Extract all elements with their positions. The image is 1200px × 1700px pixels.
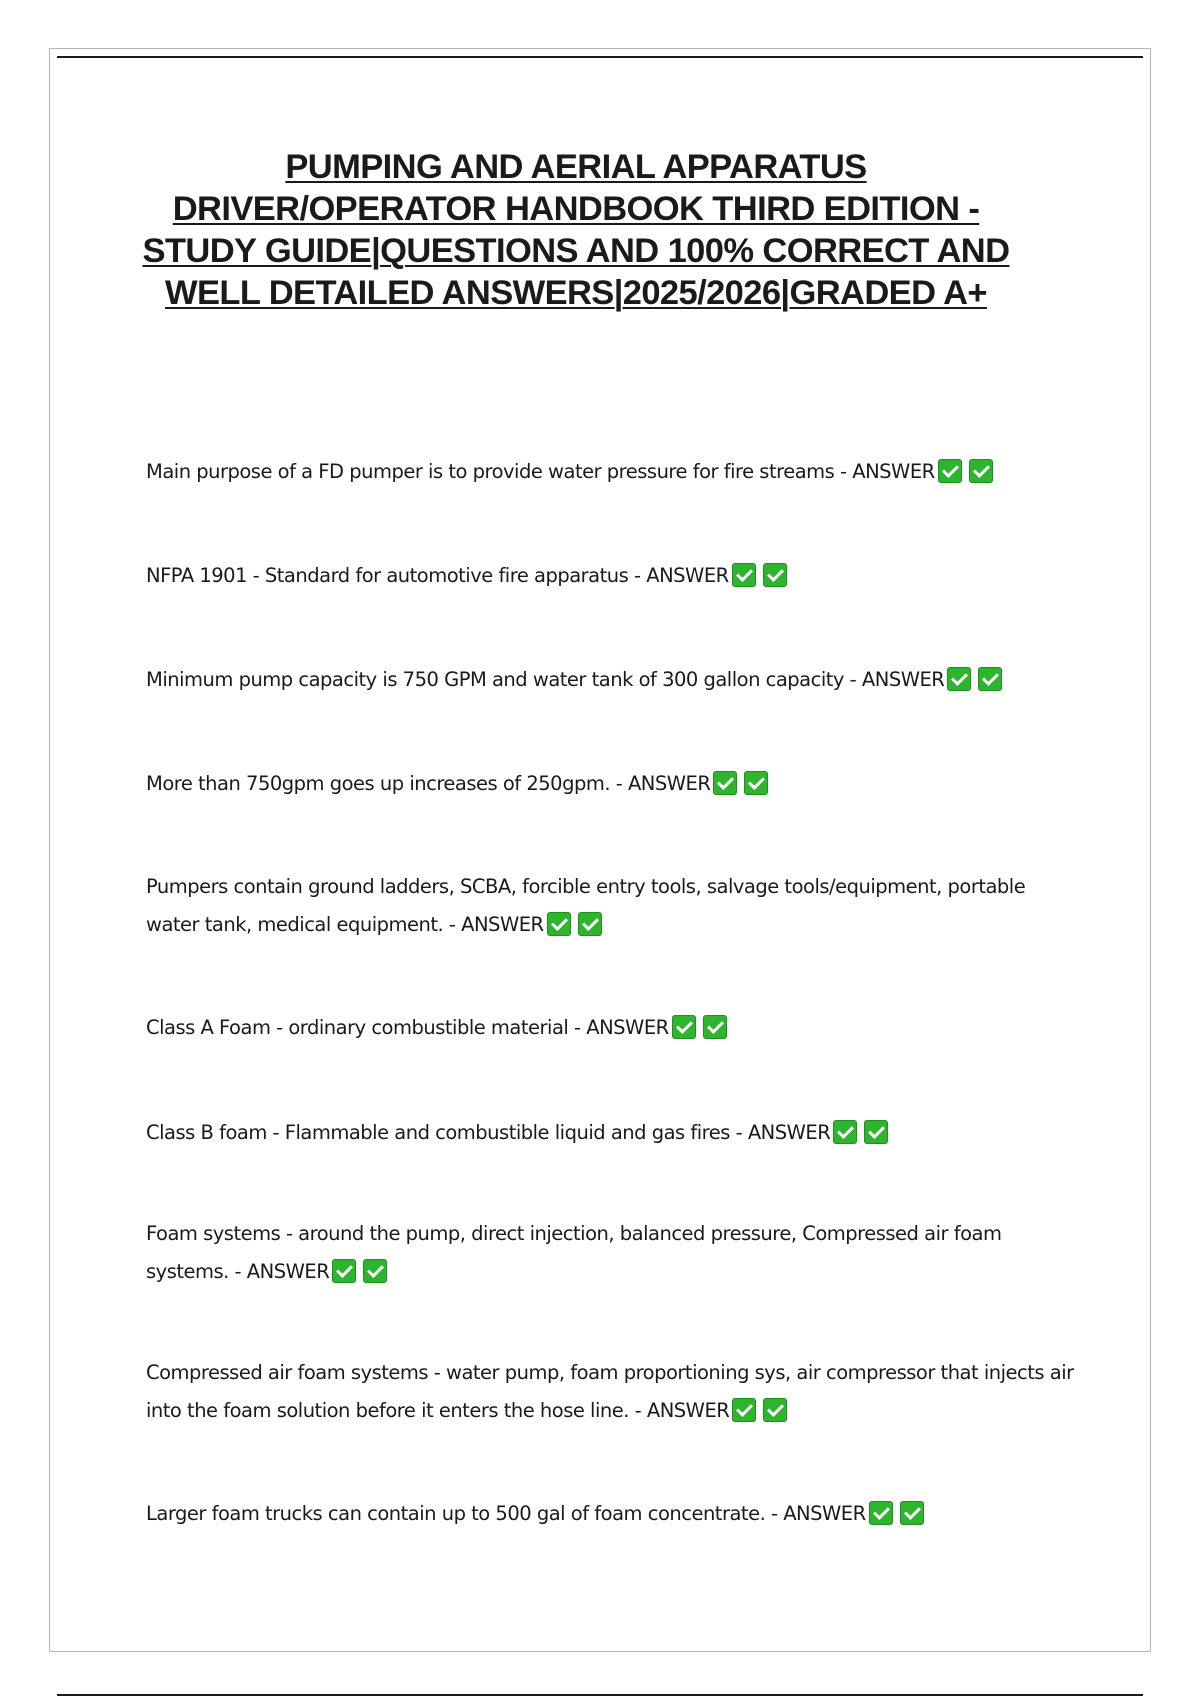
- qa-item-text: Pumpers contain ground ladders, SCBA, forcible entry tools, salvage tools/equipment, portable water tank, medical equipment. - ANSWER: [146, 875, 1026, 936]
- document-title: PUMPING AND AERIAL APPARATUS DRIVER/OPERATOR HANDBOOK THIRD EDITION - STUDY GUIDE|QUESTIONS AND 100% CORRECT AND WELL DETAILED ANSWERS|2025/2026|GRADED A+: [142, 148, 1010, 312]
- check-mark-icon: [732, 1398, 756, 1422]
- check-mark-icon: [833, 1120, 857, 1144]
- qa-item-text: Class A Foam - ordinary combustible material - ANSWER: [146, 1016, 669, 1039]
- qa-item-text: Compressed air foam systems - water pump, foam proportioning sys, air compressor that injects air into the foam solution before it enters the hose line. - ANSWER: [146, 1361, 1074, 1422]
- check-mark-icon: [864, 1120, 888, 1144]
- check-mark-icon: [900, 1501, 924, 1525]
- qa-item-text: Main purpose of a FD pumper is to provide water pressure for fire streams - ANSWER: [146, 460, 935, 483]
- bottom-rule: [57, 1694, 1143, 1696]
- check-mark-icon: [363, 1259, 387, 1283]
- qa-item-text: Minimum pump capacity is 750 GPM and water tank of 300 gallon capacity - ANSWER: [146, 668, 945, 691]
- top-rule: [57, 56, 1143, 58]
- check-mark-icon: [763, 1398, 787, 1422]
- check-mark-icon: [713, 771, 737, 795]
- qa-item-1: [146, 453, 1076, 491]
- check-mark-icon: [978, 667, 1002, 691]
- qa-item-10: [146, 1495, 1076, 1533]
- check-mark-icon: [703, 1015, 727, 1039]
- qa-item-9: [146, 1354, 1076, 1430]
- qa-item-text: More than 750gpm goes up increases of 250gpm. - ANSWER: [146, 772, 711, 795]
- check-mark-icon: [672, 1015, 696, 1039]
- check-mark-icon: [732, 563, 756, 587]
- check-mark-icon: [869, 1501, 893, 1525]
- check-mark-icon: [938, 459, 962, 483]
- qa-item-3: [146, 661, 1076, 699]
- qa-item-7: [146, 1114, 1076, 1152]
- qa-item-6: [146, 1009, 1076, 1047]
- check-mark-icon: [763, 563, 787, 587]
- check-mark-icon: [332, 1259, 356, 1283]
- qa-item-text: Foam systems - around the pump, direct injection, balanced pressure, Compressed air foam systems. - ANSWER: [146, 1222, 1002, 1283]
- check-mark-icon: [744, 771, 768, 795]
- qa-item-5: [146, 868, 1076, 944]
- qa-item-text: Class B foam - Flammable and combustible liquid and gas fires - ANSWER: [146, 1121, 831, 1144]
- check-mark-icon: [947, 667, 971, 691]
- qa-item-text: Larger foam trucks can contain up to 500 gal of foam concentrate. - ANSWER: [146, 1502, 866, 1525]
- check-mark-icon: [578, 912, 602, 936]
- check-mark-icon: [547, 912, 571, 936]
- check-mark-icon: [969, 459, 993, 483]
- qa-item-2: [146, 557, 1076, 595]
- qa-item-4: [146, 765, 1076, 803]
- qa-item-8: [146, 1215, 1076, 1291]
- qa-item-text: NFPA 1901 - Standard for automotive fire apparatus - ANSWER: [146, 564, 729, 587]
